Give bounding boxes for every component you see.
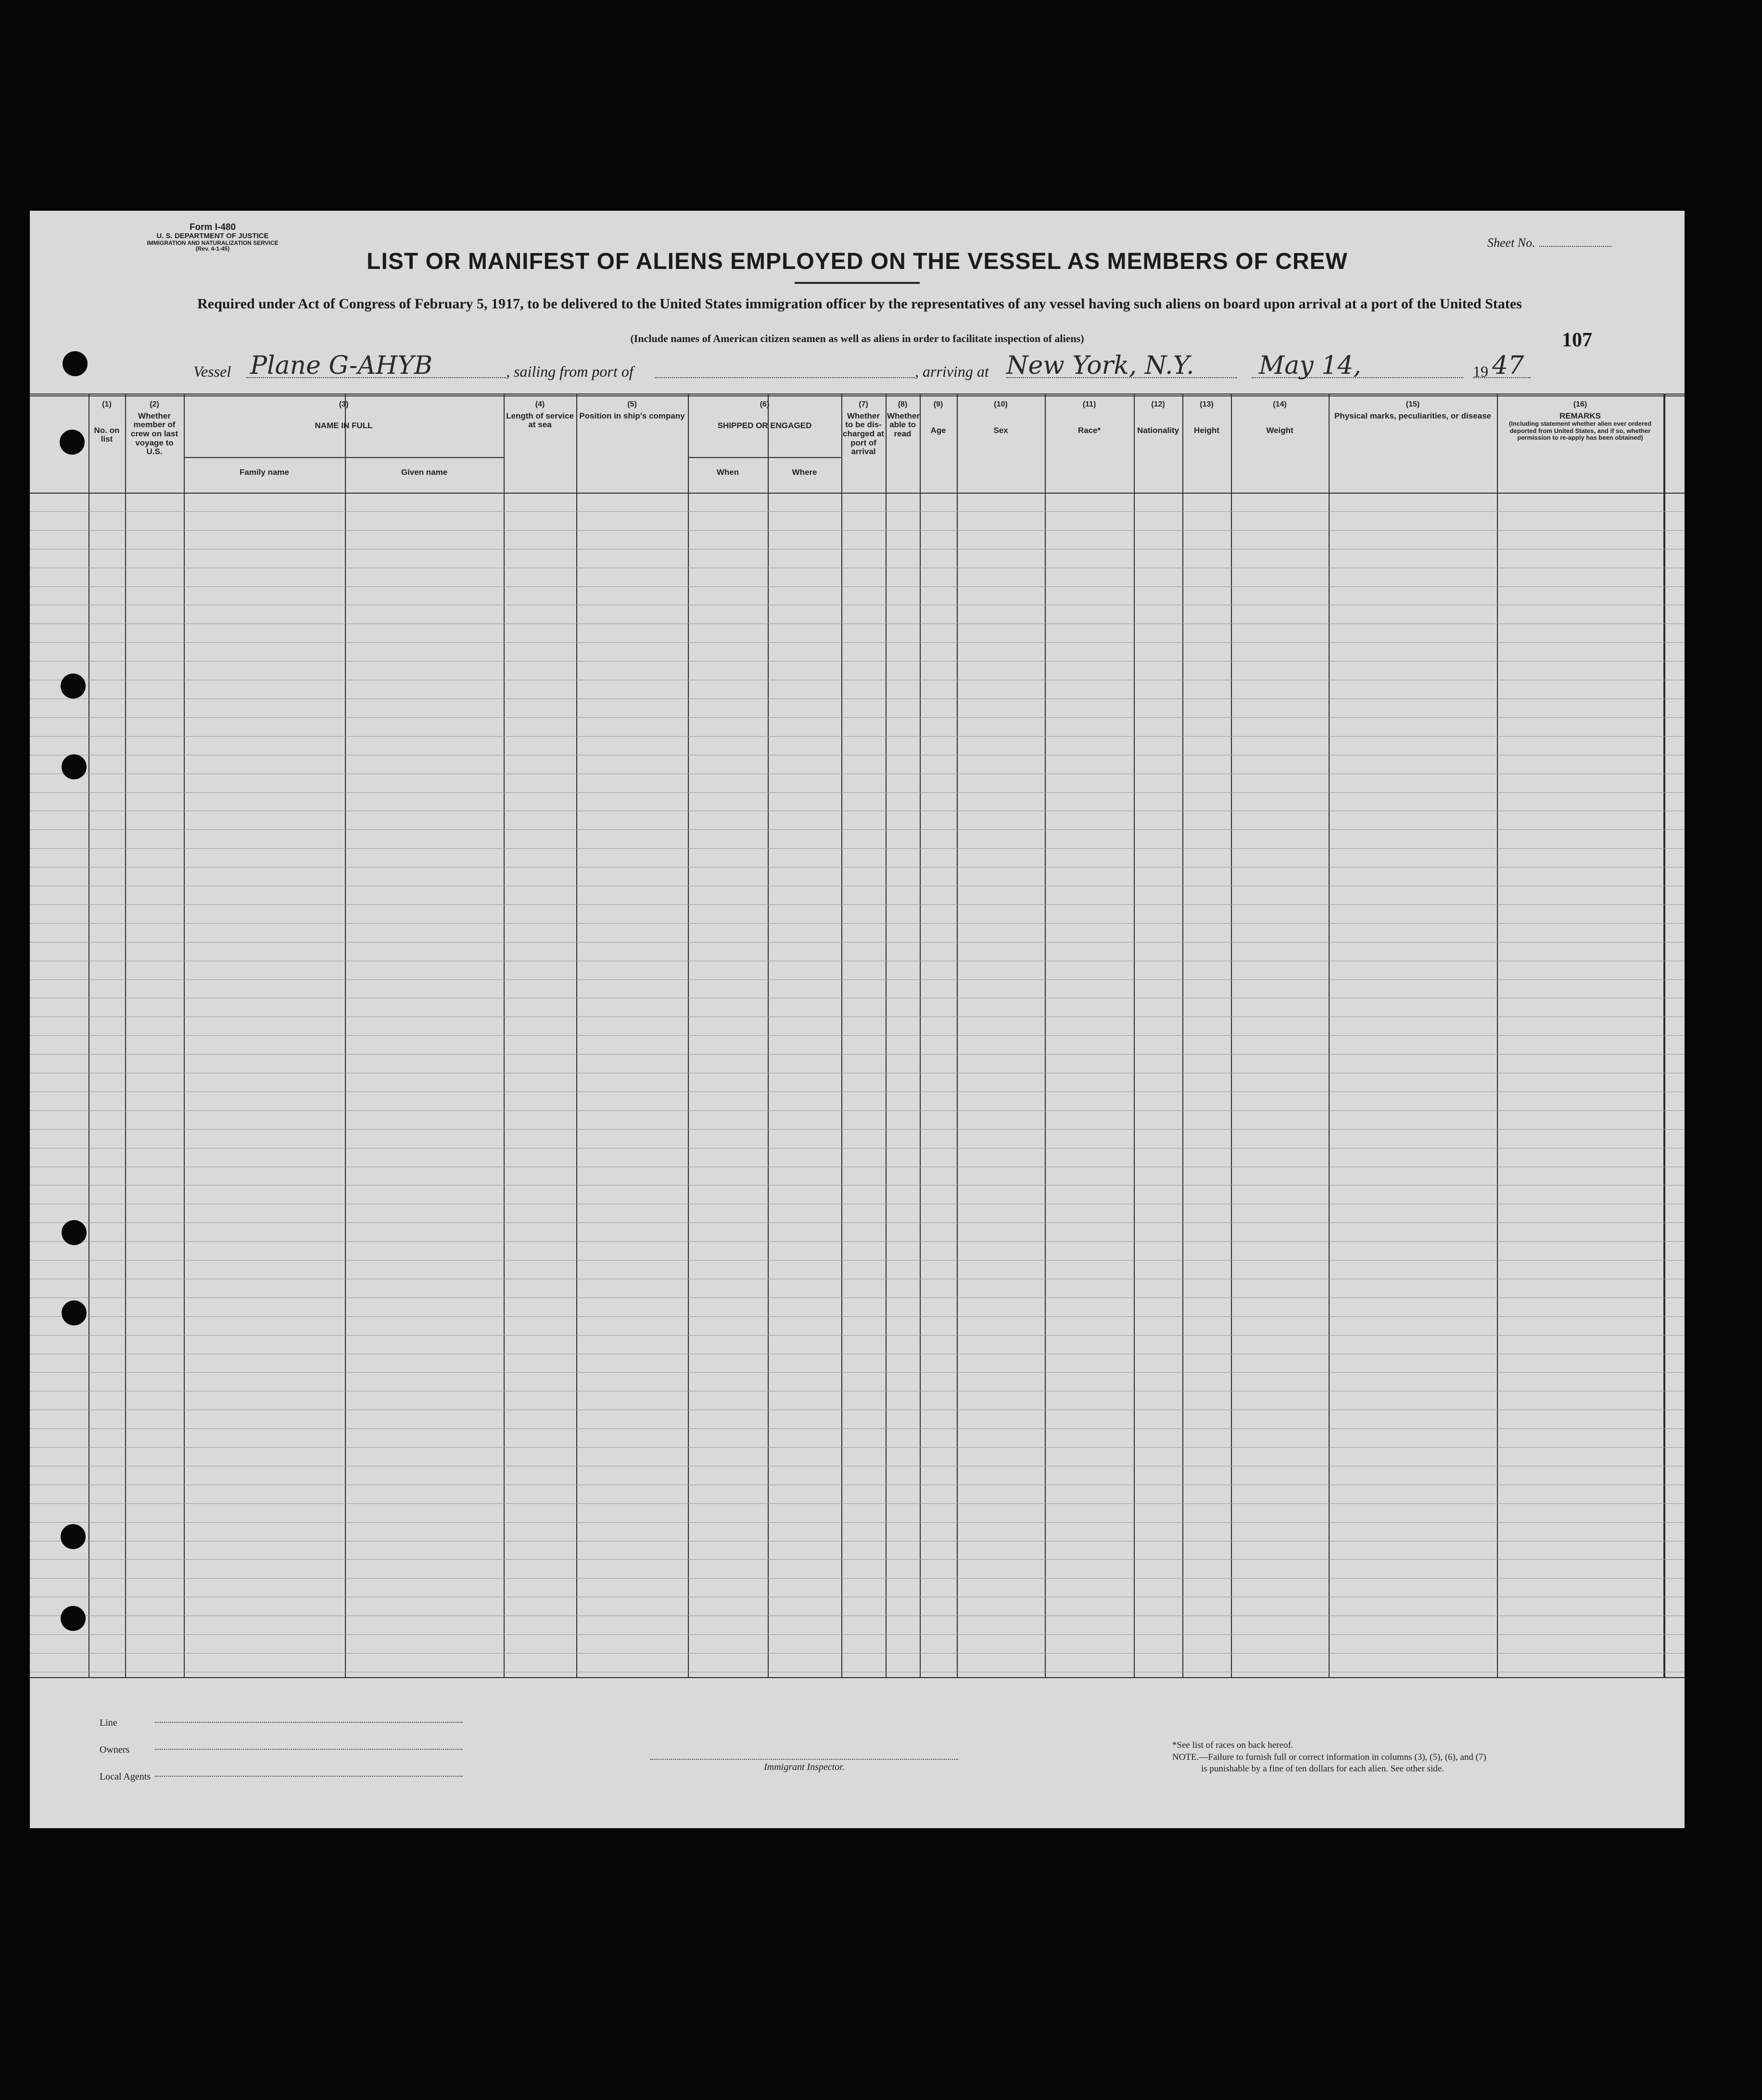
- column-header-11: [1046, 400, 1132, 435]
- shipped-subcolumn-divider: [768, 457, 769, 1677]
- punch-hole: [62, 754, 87, 779]
- punch-hole: [61, 674, 86, 699]
- column-header-5: [578, 400, 686, 420]
- ruled-line: [30, 736, 1685, 737]
- ruled-line: [30, 1503, 1685, 1504]
- ruled-line: [30, 1559, 1685, 1560]
- sailing-from-label: , sailing from port of: [506, 363, 634, 380]
- column-label: Whether member of crew on last voyage to U.S.: [130, 411, 178, 457]
- penalty-note: NOTE.—Failure to furnish full or correct information in columns (3), (5), (6), and (7): [1172, 1752, 1486, 1762]
- column-header-1: [90, 400, 124, 444]
- column-header-16: [1498, 400, 1662, 441]
- column-label: Whether to be dis-charged at port of arrival: [843, 411, 884, 457]
- punch-hole: [60, 430, 85, 455]
- ruled-line: [30, 829, 1685, 830]
- punch-hole: [61, 1524, 86, 1549]
- ruled-line: [30, 586, 1685, 587]
- ruled-line: [30, 923, 1685, 924]
- column-number: (3): [339, 400, 349, 408]
- form-revision: (Rev. 4-1-45): [195, 245, 230, 253]
- ruled-line: [30, 1110, 1685, 1111]
- column-number: (5): [627, 400, 637, 408]
- column-number: (15): [1406, 400, 1420, 408]
- column-label: Race*: [1077, 425, 1101, 435]
- column-label: Sex: [993, 425, 1008, 435]
- inspector-signature-field: [650, 1750, 958, 1773]
- owners-field: [100, 1736, 151, 1763]
- table-top-rule: [30, 394, 1685, 395]
- column-number: (9): [933, 400, 943, 408]
- service-name: IMMIGRATION AND NATURALIZATION SERVICE: [147, 239, 279, 246]
- local-agents-label: Local Agents: [100, 1771, 151, 1782]
- column-label: REMARKS: [1559, 411, 1601, 420]
- column-label: SHIPPED OR ENGAGED: [717, 420, 812, 430]
- column-header-6: [689, 400, 840, 430]
- ruled-line: [30, 1653, 1685, 1654]
- ruled-line: [30, 1222, 1685, 1223]
- inspector-label: Immigrant Inspector.: [764, 1762, 845, 1772]
- column-header-4: [505, 400, 575, 430]
- column-number: (16): [1573, 400, 1587, 408]
- table-bottom-rule: [30, 1677, 1685, 1678]
- subcolumn-header: Family name: [240, 468, 289, 477]
- punch-hole: [63, 351, 88, 376]
- ruled-line: [30, 848, 1685, 849]
- subcolumn-header: Given name: [401, 468, 448, 477]
- column-label: Whether able to read: [887, 411, 920, 438]
- ruled-line: [30, 1316, 1685, 1317]
- column-label: Weight: [1266, 425, 1293, 435]
- crew-manifest-table: [30, 211, 1685, 1828]
- ruled-line: [30, 530, 1685, 531]
- column-label: Height: [1194, 425, 1219, 435]
- column-header-13: [1184, 400, 1230, 435]
- column-label: Physical marks, peculiarities, or disease: [1334, 411, 1491, 420]
- column-header-2: [127, 400, 182, 457]
- ruled-line: [30, 1129, 1685, 1130]
- arriving-port-handwritten: New York, N.Y.: [1006, 351, 1194, 380]
- include-note: (Include names of American citizen seamen as well as aliens in order to facilitate inspection of aliens): [630, 332, 1084, 344]
- column-header-12: [1135, 400, 1181, 435]
- column-number: (6): [760, 400, 770, 408]
- ruled-line: [30, 1241, 1685, 1242]
- ruled-line: [30, 1522, 1685, 1523]
- column-number: (4): [535, 400, 545, 408]
- name-subcolumn-divider: [345, 457, 346, 1677]
- column-label: NAME IN FULL: [315, 420, 373, 430]
- ruled-line: [30, 1428, 1685, 1429]
- column-number: (10): [994, 400, 1008, 408]
- column-label: No. on list: [94, 425, 120, 444]
- column-label: Length of service at sea: [506, 411, 574, 430]
- punch-hole: [61, 1606, 86, 1631]
- page-number: 107: [1562, 329, 1592, 351]
- owners-blank: [155, 1749, 463, 1750]
- inspector-signature-blank: [650, 1750, 958, 1760]
- column-number: (12): [1151, 400, 1165, 408]
- manifest-sheet: [30, 211, 1685, 1828]
- legal-requirement-text: Required under Act of Congress of February 5, 1917, to be delivered to the United States immigration officer by the representatives of any vessel having such aliens on board upon arrival at a port of the United States: [197, 296, 1522, 312]
- column-header-9: [921, 400, 955, 435]
- ruled-line: [30, 904, 1685, 905]
- column-header-14: [1232, 400, 1327, 435]
- local-agents-blank: [155, 1776, 463, 1777]
- column-header-8: [887, 400, 918, 439]
- ruled-line: [30, 642, 1685, 643]
- column-label: Position in ship's company: [579, 411, 685, 420]
- ruled-line: [30, 717, 1685, 718]
- year-prefix: 19: [1473, 363, 1488, 380]
- column-header-7: [843, 400, 884, 457]
- punch-hole: [62, 1220, 87, 1245]
- column-header-3: [185, 400, 502, 430]
- column-label: Age: [930, 425, 946, 435]
- line-label: Line: [100, 1718, 117, 1728]
- column-number: (2): [150, 400, 159, 408]
- column-label: Nationality: [1137, 425, 1179, 435]
- column-number: (14): [1273, 400, 1287, 408]
- subcolumn-header: Where: [792, 468, 817, 477]
- owners-label: Owners: [100, 1744, 130, 1755]
- ruled-line: [30, 1634, 1685, 1635]
- punch-hole: [62, 1300, 87, 1325]
- subcolumn-header: When: [716, 468, 739, 477]
- arrival-date-handwritten: May 14,: [1259, 351, 1361, 380]
- document-title: LIST OR MANIFEST OF ALIENS EMPLOYED ON THE VESSEL AS MEMBERS OF CREW: [367, 249, 1348, 274]
- column-note: (Including statement whether alien ever ordered deported from United States, and if so, whether permission to re-apply has been obtained): [1508, 420, 1652, 441]
- footer-notes: [1172, 1740, 1486, 1775]
- race-note: *See list of races on back hereof.: [1172, 1740, 1293, 1750]
- ruled-line: [30, 661, 1685, 662]
- footer-fields: [100, 1709, 151, 1790]
- ruled-line: [30, 792, 1685, 793]
- year-handwritten: 47: [1492, 351, 1524, 380]
- column-number: (11): [1082, 400, 1096, 408]
- department-name: U. S. DEPARTMENT OF JUSTICE: [156, 231, 269, 240]
- penalty-note-continued: is punishable by a fine of ten dollars for each alien. See other side.: [1201, 1764, 1444, 1774]
- form-number: Form I-480: [189, 222, 236, 232]
- line-blank: [155, 1722, 463, 1723]
- ruled-line: [30, 1372, 1685, 1373]
- column-number: (8): [898, 400, 908, 408]
- local-agents-field: [100, 1763, 151, 1790]
- sheet-number-label: Sheet No.: [1487, 236, 1535, 250]
- header-bottom-rule: [30, 493, 1685, 494]
- ruled-line: [30, 511, 1685, 512]
- name-subheader-rule: [184, 457, 504, 458]
- ruled-line: [30, 1035, 1685, 1036]
- shipped-subheader-rule: [688, 457, 841, 458]
- ruled-line: [30, 1447, 1685, 1448]
- ruled-line: [30, 1054, 1685, 1055]
- column-header-10: [958, 400, 1043, 435]
- table-top-rule: [30, 395, 1685, 396]
- column-header-15: [1330, 400, 1496, 420]
- vessel-label: Vessel: [193, 363, 231, 380]
- ruled-line: [30, 1335, 1685, 1336]
- column-number: (1): [102, 400, 112, 408]
- vessel-name-handwritten: Plane G-AHYB: [250, 351, 432, 380]
- column-number: (7): [859, 400, 868, 408]
- arriving-at-label: , arriving at: [915, 363, 989, 380]
- column-number: (13): [1200, 400, 1214, 408]
- line-field: [100, 1709, 151, 1736]
